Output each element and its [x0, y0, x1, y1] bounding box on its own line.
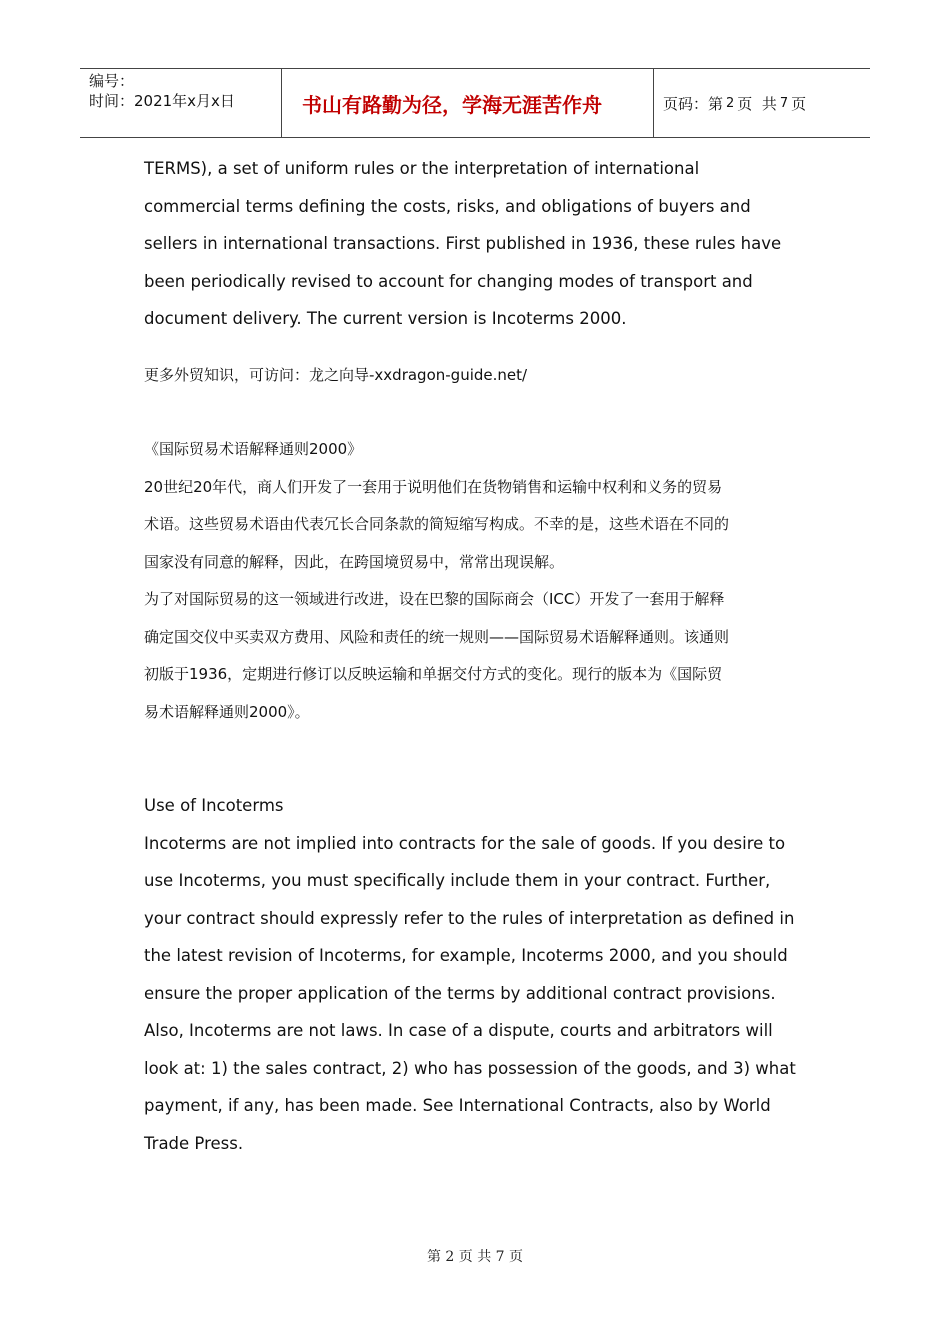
header-motto: 书山有路勤为径，学海无涯苦作舟	[281, 69, 654, 137]
cn-line: 术语。这些贸易术语由代表冗长合同条款的简短缩写构成。不幸的是，这些术语在不同的	[144, 515, 730, 533]
intro-line: TERMS), a set of uniform rules or the interpretation of international	[144, 159, 700, 178]
time-label: 时间：2021年x月x日	[89, 92, 235, 110]
header-meta	[80, 69, 281, 137]
section-line: look at: 1) the sales contract, 2) who has possession of the goods, and 3) what	[144, 1058, 796, 1078]
section-line: Also, Incoterms are not laws. In case of a dispute, courts and arbitrators will	[144, 1021, 773, 1040]
cn-line: 确定国交仪中买卖双方费用、风险和责任的统一规则——国际贸易术语解释通则。该通则	[144, 627, 730, 646]
cn-title: 《国际贸易术语解释通则2000》	[144, 440, 363, 458]
section-line: payment, if any, has been made. See International Contracts, also by World	[144, 1096, 771, 1115]
document-body	[144, 150, 814, 1162]
cn-line: 为了对国际贸易的这一领域进行改进，设在巴黎的国际商会（ICC）开发了一套用于解释	[144, 590, 725, 608]
intro-line: document delivery. The current version is Incoterms 2000.	[144, 309, 627, 328]
page-info-mid: 页 共	[737, 94, 777, 113]
cn-line: 国家没有同意的解释，因此，在跨国境贸易中，常常出现误解。	[144, 552, 565, 571]
page-info-suffix: 页	[791, 94, 807, 113]
section-line: ensure the proper application of the terms by additional contract provisions.	[144, 983, 776, 1003]
section-heading: Use of Incoterms	[144, 796, 284, 815]
page-info-current: 2	[726, 95, 735, 111]
intro-line: been periodically revised to account for changing modes of transport and	[144, 271, 753, 291]
visit-note: 更多外贸知识，可访问：龙之向导-xxdragon-guide.net/	[144, 365, 528, 384]
page-info-prefix: 页码：第	[663, 94, 724, 113]
number-label: 编号：	[89, 72, 135, 90]
cn-line: 易术语解释通则2000》。	[144, 702, 310, 721]
section-line: your contract should expressly refer to the rules of interpretation as defined in	[144, 908, 795, 928]
section-line: use Incoterms, you must specifically include them in your contract. Further,	[144, 871, 771, 890]
page-header	[80, 68, 870, 138]
cn-line: 20世纪20年代，商人们开发了一套用于说明他们在货物销售和运输中权利和义务的贸易	[144, 477, 723, 496]
section-line: Incoterms are not implied into contracts for the sale of goods. If you desire to	[144, 833, 786, 853]
cn-line: 初版于1936，定期进行修订以反映运输和单据交付方式的变化。现行的版本为《国际贸	[144, 665, 723, 683]
intro-line: commercial terms defining the costs, risks, and obligations of buyers and	[144, 196, 751, 216]
page-footer: 第 2 页 共 7 页	[426, 1249, 524, 1265]
section-line: Trade Press.	[144, 1133, 244, 1153]
header-page-info	[654, 69, 870, 137]
section-line: the latest revision of Incoterms, for example, Incoterms 2000, and you should	[144, 946, 788, 965]
intro-line: sellers in international transactions. First published in 1936, these rules have	[144, 234, 782, 253]
page-info-total: 7	[779, 95, 789, 111]
